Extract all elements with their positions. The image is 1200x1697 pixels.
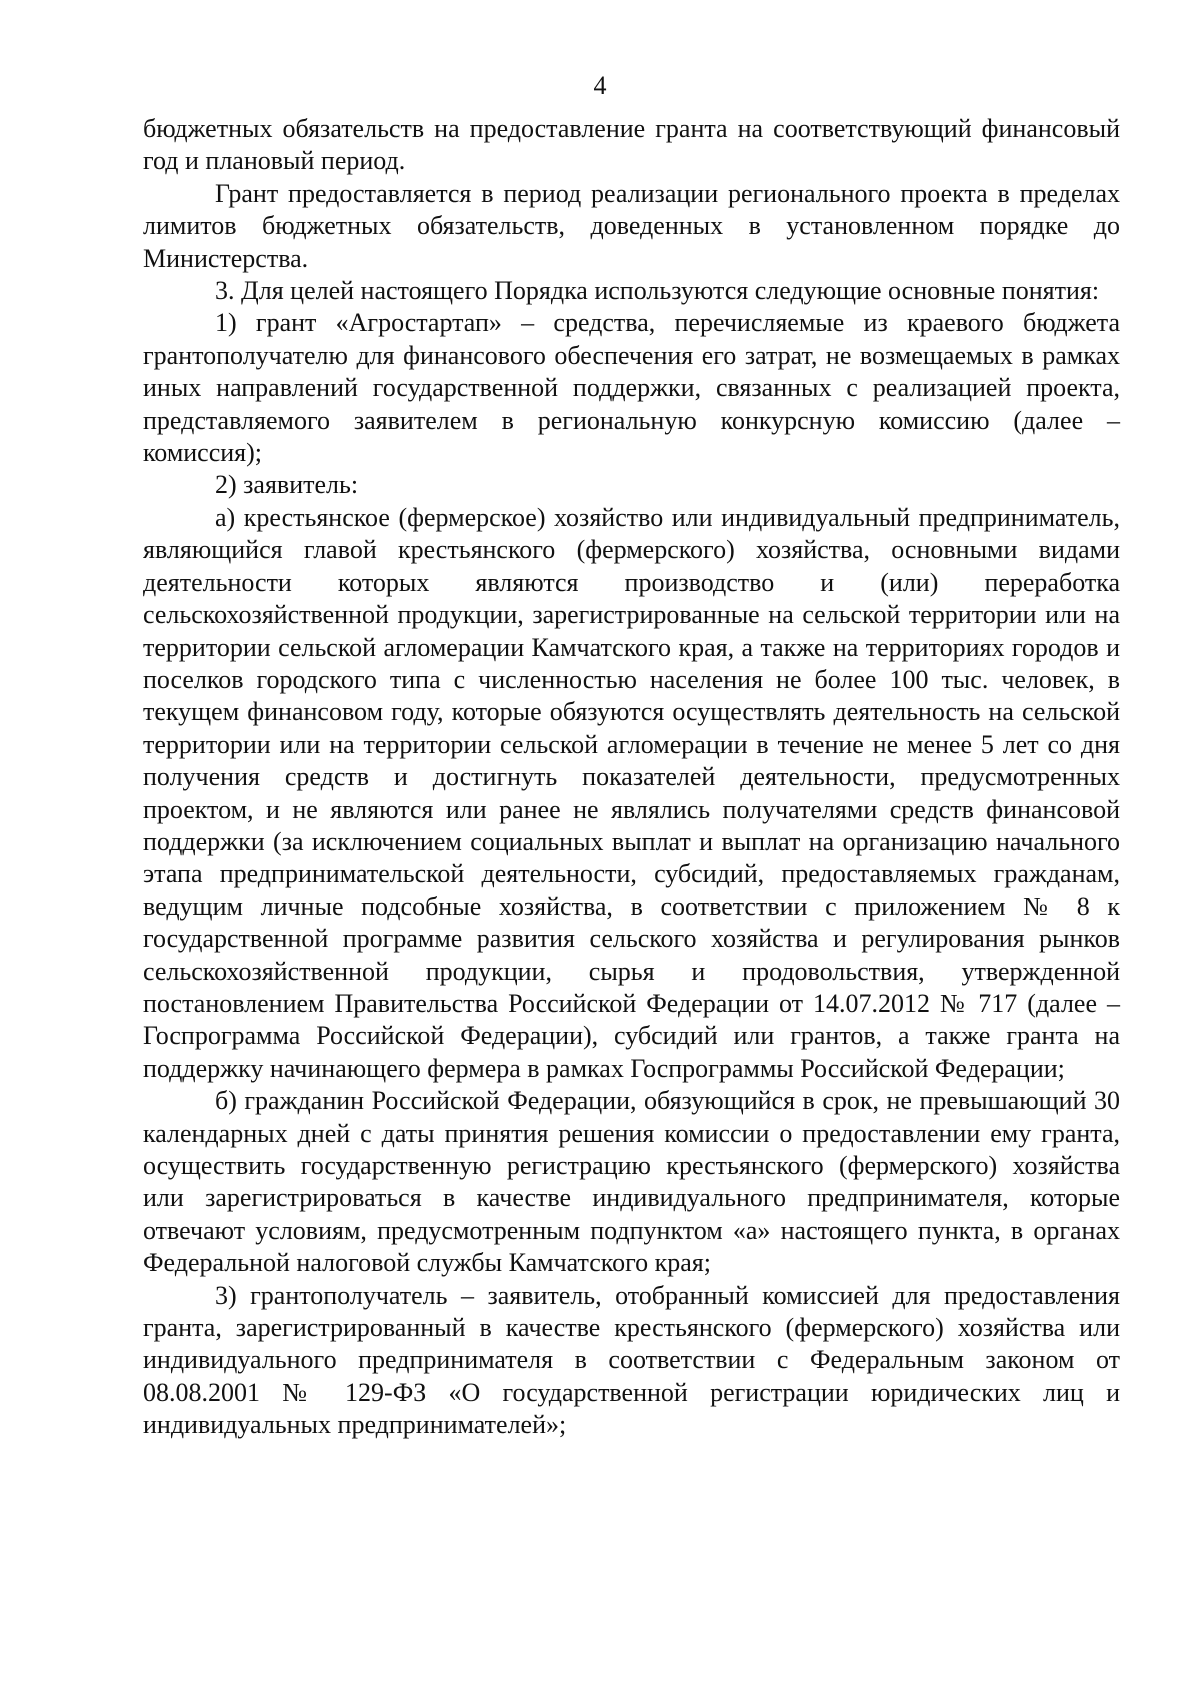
paragraph-grant-period: Грант предоставляется в период реализации регионального проекта в пределах лимитов бюджетных обязательств, доведенных в установленном порядке до Министерства. [143, 178, 1120, 273]
paragraph-definitions-intro: 3. Для целей настоящего Порядка используются следующие основные понятия: [215, 276, 1100, 306]
page-number: 4 [593, 71, 607, 100]
paragraph-applicant-b: б) гражданин Российской Федерации, обязующийся в срок, не превышающий 30 календарных дней с даты принятия решения комиссии о предоставлении ему гранта, осуществить государственную регистрацию крестьянского (фермерского) хозяйства или зарегистрироваться в качестве индивидуального предпринимателя, которые отвечают условиям, предусмотренным подпунктом «а» настоящего пункта, в органах Федеральной налоговой службы Камчатского края; [143, 1086, 1120, 1278]
paragraph-definition-grantee: 3) грантополучатель – заявитель, отобранный комиссией для предоставления гранта, зарегистрированный в качестве крестьянского (фермерского) хозяйства или индивидуального предпринимателя в соответствии с Федеральным законом от 08.08.2001 № 129-ФЗ «О государственной регистрации юридических лиц и индивидуальных предпринимателей»; [143, 1280, 1120, 1440]
paragraph-applicant-a: а) крестьянское (фермерское) хозяйство или индивидуальный предприниматель, являющийся главой крестьянского (фермерского) хозяйства, основными видами деятельности которых являются производство и (или) переработка сельскохозяйственной продукции, зарегистрированные на сельской территории или на территории сельской агломерации Камчатского края, а также на территориях городов и поселков городского типа с численностью населения не более 100 тыс. человек, в текущем финансовом году, которые обязуются осуществлять деятельность на сельской территории или на территории сельской агломерации в течение не менее 5 лет со дня получения средств и достигнуть показателей деятельности, предусмотренных проектом, и не являются или ранее не являлись получателями средств финансовой поддержки (за исключением социальных выплат и выплат на организацию начального этапа предпринимательской деятельности, субсидий, предоставляемых гражданам, ведущим личные подсобные хозяйства, в соответствии с приложением № 8 к государственной программе развития сельского хозяйства и регулирования рынков сельскохозяйственной продукции, сырья и продовольствия, утвержденной постановлением Правительства Российской Федерации от 14.07.2012 № 717 (далее – Госпрограмма Российской Федерации), субсидий или грантов, а также гранта на поддержку начинающего фермера в рамках Госпрограммы Российской Федерации; [143, 502, 1120, 1083]
document-body [143, 113, 1120, 1442]
paragraph-definition-applicant: 2) заявитель: [215, 470, 359, 500]
paragraph-definition-grant: 1) грант «Агростартап» – средства, перечисляемые из краевого бюджета грантополучателю для финансового обеспечения его затрат, не возмещаемых в рамках иных направлений государственной поддержки, связанных с реализацией проекта, представляемого заявителем в региональную конкурсную комиссию (далее – комиссия); [143, 308, 1120, 468]
paragraph-budget-obligations: бюджетных обязательств на предоставление гранта на соответствующий финансовый год и плановый период. [143, 114, 1120, 176]
